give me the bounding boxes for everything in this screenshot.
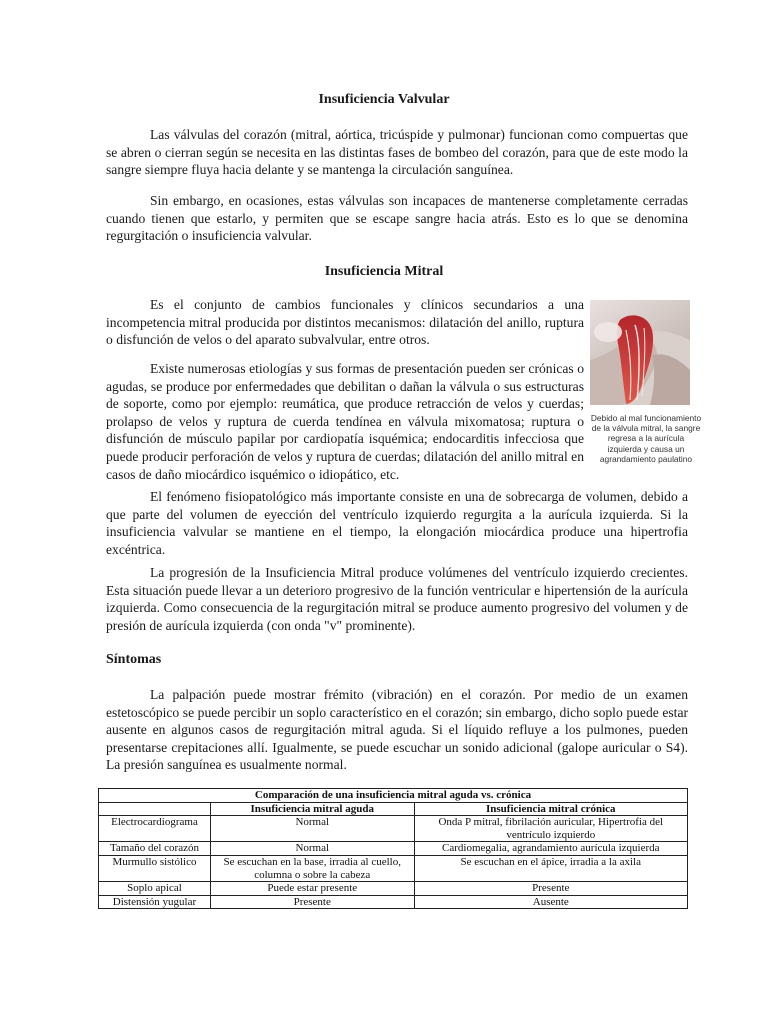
table-cell: Presente bbox=[414, 882, 687, 896]
table-row bbox=[99, 882, 688, 896]
table-row bbox=[99, 816, 688, 842]
table-row-label: Tamaño del corazón bbox=[99, 842, 211, 856]
table-cell: Presente bbox=[210, 895, 414, 909]
table-row bbox=[99, 895, 688, 909]
comparison-table bbox=[98, 788, 688, 909]
intro-paragraph-1: Las válvulas del corazón (mitral, aórtica, tricúspide y pulmonar) funcionan como compuertas que se abren o cierran según se necesita en las distintas fases de bombeo del corazón, para que de este modo la sangre siempre fluya hacia delante y se mantenga la circulación sanguínea. bbox=[106, 127, 688, 178]
mitral-paragraph-4: La progresión de la Insuficiencia Mitral produce volúmenes del ventrículo izquierdo crecientes. Esta situación puede llevar a un deterioro progresivo de la función ventricular e hipertensión de la aurícula izquierda. Como consecuencia de la regurgitación mitral se produce aumento progresivo del volumen y de presión de aurícula izquierda (con onda "v" prominente). bbox=[106, 565, 688, 633]
document-title: Insuficiencia Valvular bbox=[318, 92, 450, 107]
table-header-cell: Insuficiencia mitral aguda bbox=[210, 802, 414, 816]
mitral-paragraph-3: El fenómeno fisiopatológico más importante consiste en una de sobrecarga de volumen, debido a que parte del volumen de eyección del ventrículo izquierdo regurgita a la aurícula izquierda. Si la insuficiencia valvular se mantiene en el tiempo, la elongación miocárdica produce una hipertrofia excéntrica. bbox=[106, 489, 688, 557]
table-row bbox=[99, 855, 688, 881]
section-heading-sintomas: Síntomas bbox=[106, 652, 162, 667]
heart-illustration bbox=[590, 300, 690, 405]
table-cell: Ausente bbox=[414, 895, 687, 909]
table-cell: Se escuchan en el ápice, irradia a la axila bbox=[414, 855, 687, 881]
figure-caption: Debido al mal funcionamiento de la válvula mitral, la sangre regresa a la aurícula izquierda y causa un agrandamiento paulatino bbox=[590, 413, 702, 464]
mitral-paragraph-1: Es el conjunto de cambios funcionales y clínicos secundarios a una incompetencia mitral producida por distintos mecanismos: dilatación del anillo, ruptura o disfunción de velos o del aparato subvalvular, entre otros. bbox=[106, 297, 584, 348]
table-cell: Normal bbox=[210, 816, 414, 842]
table-row-label: Murmullo sistólico bbox=[99, 855, 211, 881]
heart-figure bbox=[590, 300, 702, 496]
table-row-label: Distensión yugular bbox=[99, 895, 211, 909]
table-cell: Cardiomegalia, agrandamiento aurícula izquierda bbox=[414, 842, 687, 856]
table-header-row bbox=[99, 802, 688, 816]
table-title-row bbox=[99, 789, 688, 803]
table-row bbox=[99, 842, 688, 856]
table-row-label: Soplo apical bbox=[99, 882, 211, 896]
mitral-paragraph-2: Existe numerosas etiologías y sus formas de presentación pueden ser crónicas o agudas, se produce por enfermedades que debilitan o dañan la válvula o sus estructuras de soporte, como por ejemplo: reumática, que produce retracción de velos y cuerdas; prolapso de velos y ruptura de cuerda tendínea en válvula mixomatosa; ruptura o disfunción de músculo papilar por cardiopatía isquémica; endocarditis infecciosa que puede producir perforación de velos y ruptura de cuerdas; dilatación del anillo mitral en casos de daño miocárdico isquémico o idiopático, etc. bbox=[106, 361, 584, 482]
table-title: Comparación de una insuficiencia mitral aguda vs. crónica bbox=[99, 789, 688, 803]
table-cell: Onda P mitral, fibrilación auricular, Hipertrofia del ventrículo izquierdo bbox=[414, 816, 687, 842]
intro-paragraph-2: Sin embargo, en ocasiones, estas válvulas son incapaces de mantenerse completamente cerradas cuando tienen que estarlo, y permiten que se escape sangre hacia atrás. Esto es lo que se denomina regurgitación o insuficiencia valvular. bbox=[106, 193, 688, 244]
table-header-cell: Insuficiencia mitral crónica bbox=[414, 802, 687, 816]
sintomas-paragraph: La palpación puede mostrar frémito (vibración) en el corazón. Por medio de un examen estetoscópico se puede percibir un soplo característico en el corazón; sin embargo, dicho soplo puede estar ausente en algunos casos de regurgitación mitral aguda. Si el líquido refluye a los pulmones, pueden presentarse crepitaciones allí. Igualmente, se puede escuchar un sonido adicional (galope auricular o S4). La presión sanguínea es usualmente normal. bbox=[106, 687, 688, 773]
table-header-cell bbox=[99, 802, 211, 816]
table-cell: Puede estar presente bbox=[210, 882, 414, 896]
section-heading-mitral: Insuficiencia Mitral bbox=[324, 264, 444, 279]
table-cell: Normal bbox=[210, 842, 414, 856]
table-cell: Se escuchan en la base, irradia al cuello, columna o sobre la cabeza bbox=[210, 855, 414, 881]
table-row-label: Electrocardiograma bbox=[99, 816, 211, 842]
